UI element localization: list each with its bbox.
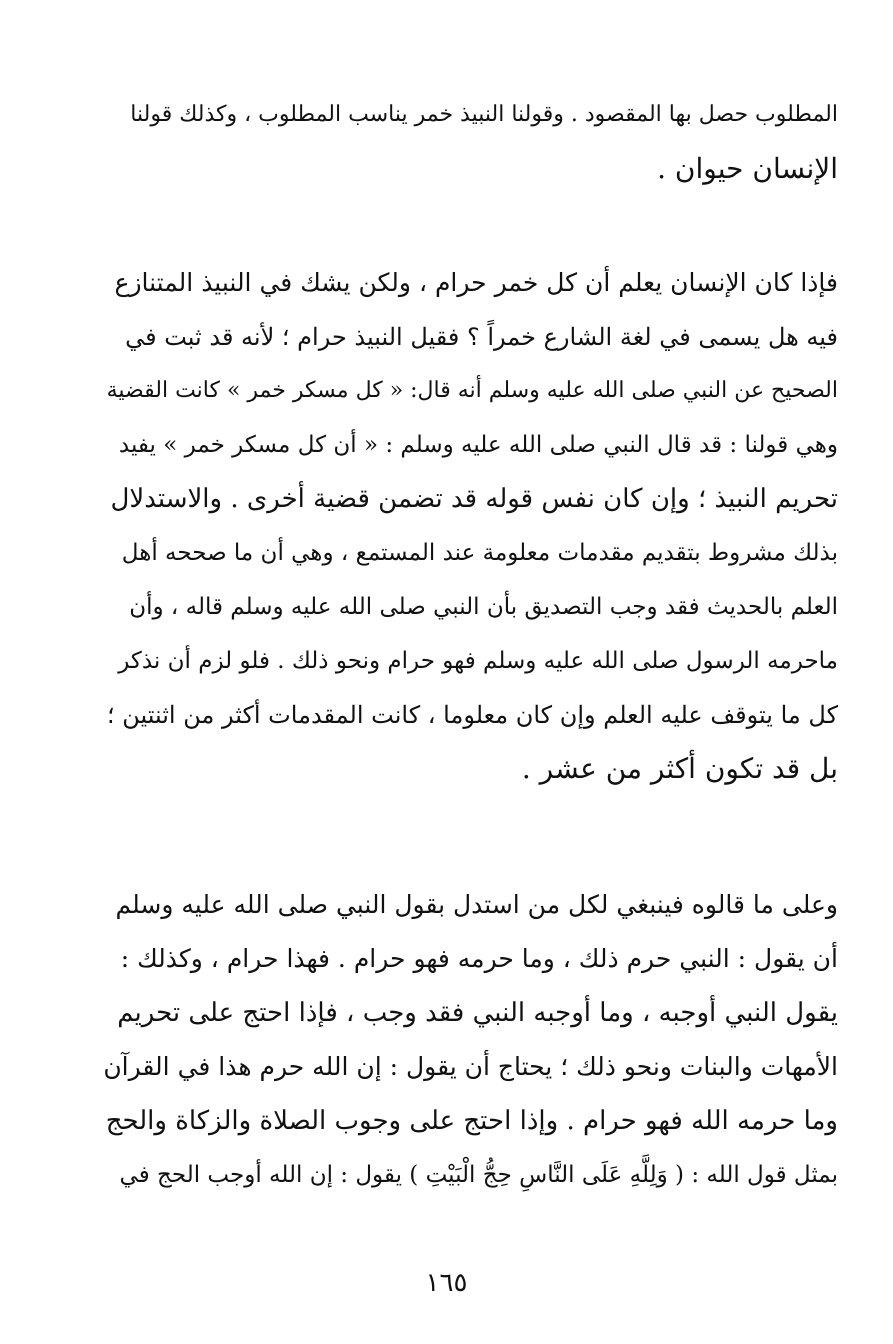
text-line: وهي قولنا : قد قال النبي صلى الله عليه وسلم : « أن كل مسكر خمر » يفيد (118, 432, 838, 458)
text-line: بمثل قول الله : ( وَلِلَّهِ عَلَى النَّاسِ حِجُّ الْبَيْتِ ) يقول : إن الله أوجب الحج في (119, 1162, 838, 1188)
text-line: الصحيح عن النبي صلى الله عليه وسلم أنه قال: « كل مسكر خمر » كانت القضية (106, 378, 838, 403)
text-line: بل قد تكون أكثر من عشر . (521, 752, 838, 785)
text-line: فإذا كان الإنسان يعلم أن كل خمر حرام ، ولكن يشك في النبيذ المتنازع (114, 268, 838, 297)
paragraph-1 (100, 88, 838, 196)
text-line: فيه هل يسمى في لغة الشارع خمراً ؟ فقيل النبيذ حرام ؛ لأنه قد ثبت في (125, 323, 838, 351)
text-line: يقول النبي أوجبه ، وما أوجبه النبي فقد وجب ، فإذا احتج على تحريم (117, 998, 838, 1028)
text-line: وما حرمه الله فهو حرام . وإذا احتج على وجوب الصلاة والزكاة والحج (105, 1106, 838, 1136)
text-line: الإنسان حيوان . (657, 152, 838, 185)
paragraph-3 (100, 878, 838, 1202)
text-line: بذلك مشروط بتقديم مقدمات معلومة عند المستمع ، وهي أن ما صححه أهل (121, 540, 838, 566)
text-line: كل ما يتوقف عليه العلم وإن كان معلوما ، كانت المقدمات أكثر من اثنتين ؛ (106, 701, 838, 729)
page-number: ١٦٥ (425, 1268, 468, 1298)
text-line: المطلوب حصل بها المقصود . وقولنا النبيذ خمر يناسب المطلوب ، وكذلك قولنا (130, 102, 838, 127)
text-line: وعلى ما قالوه فينبغي لكل من استدل بقول النبي صلى الله عليه وسلم (115, 890, 838, 919)
text-line: تحريم النبيذ ؛ وإن كان نفس قوله قد تضمن قضية أخرى . والاستدلال (110, 484, 838, 514)
text-line: ماحرمه الرسول صلى الله عليه وسلم فهو حرام ونحو ذلك . فلو لزم أن نذكر (118, 648, 838, 674)
text-line: العلم بالحديث فقد وجب التصديق بأن النبي صلى الله عليه وسلم قاله ، وأن (129, 594, 838, 620)
paragraph-2 (100, 256, 838, 796)
text-line: الأمهات والبنات ونحو ذلك ؛ يحتاج أن يقول : إن الله حرم هذا في القرآن (103, 1052, 838, 1081)
text-line: أن يقول : النبي حرم ذلك ، وما حرمه فهو حرام . فهذا حرام ، وكذلك : (120, 944, 838, 973)
